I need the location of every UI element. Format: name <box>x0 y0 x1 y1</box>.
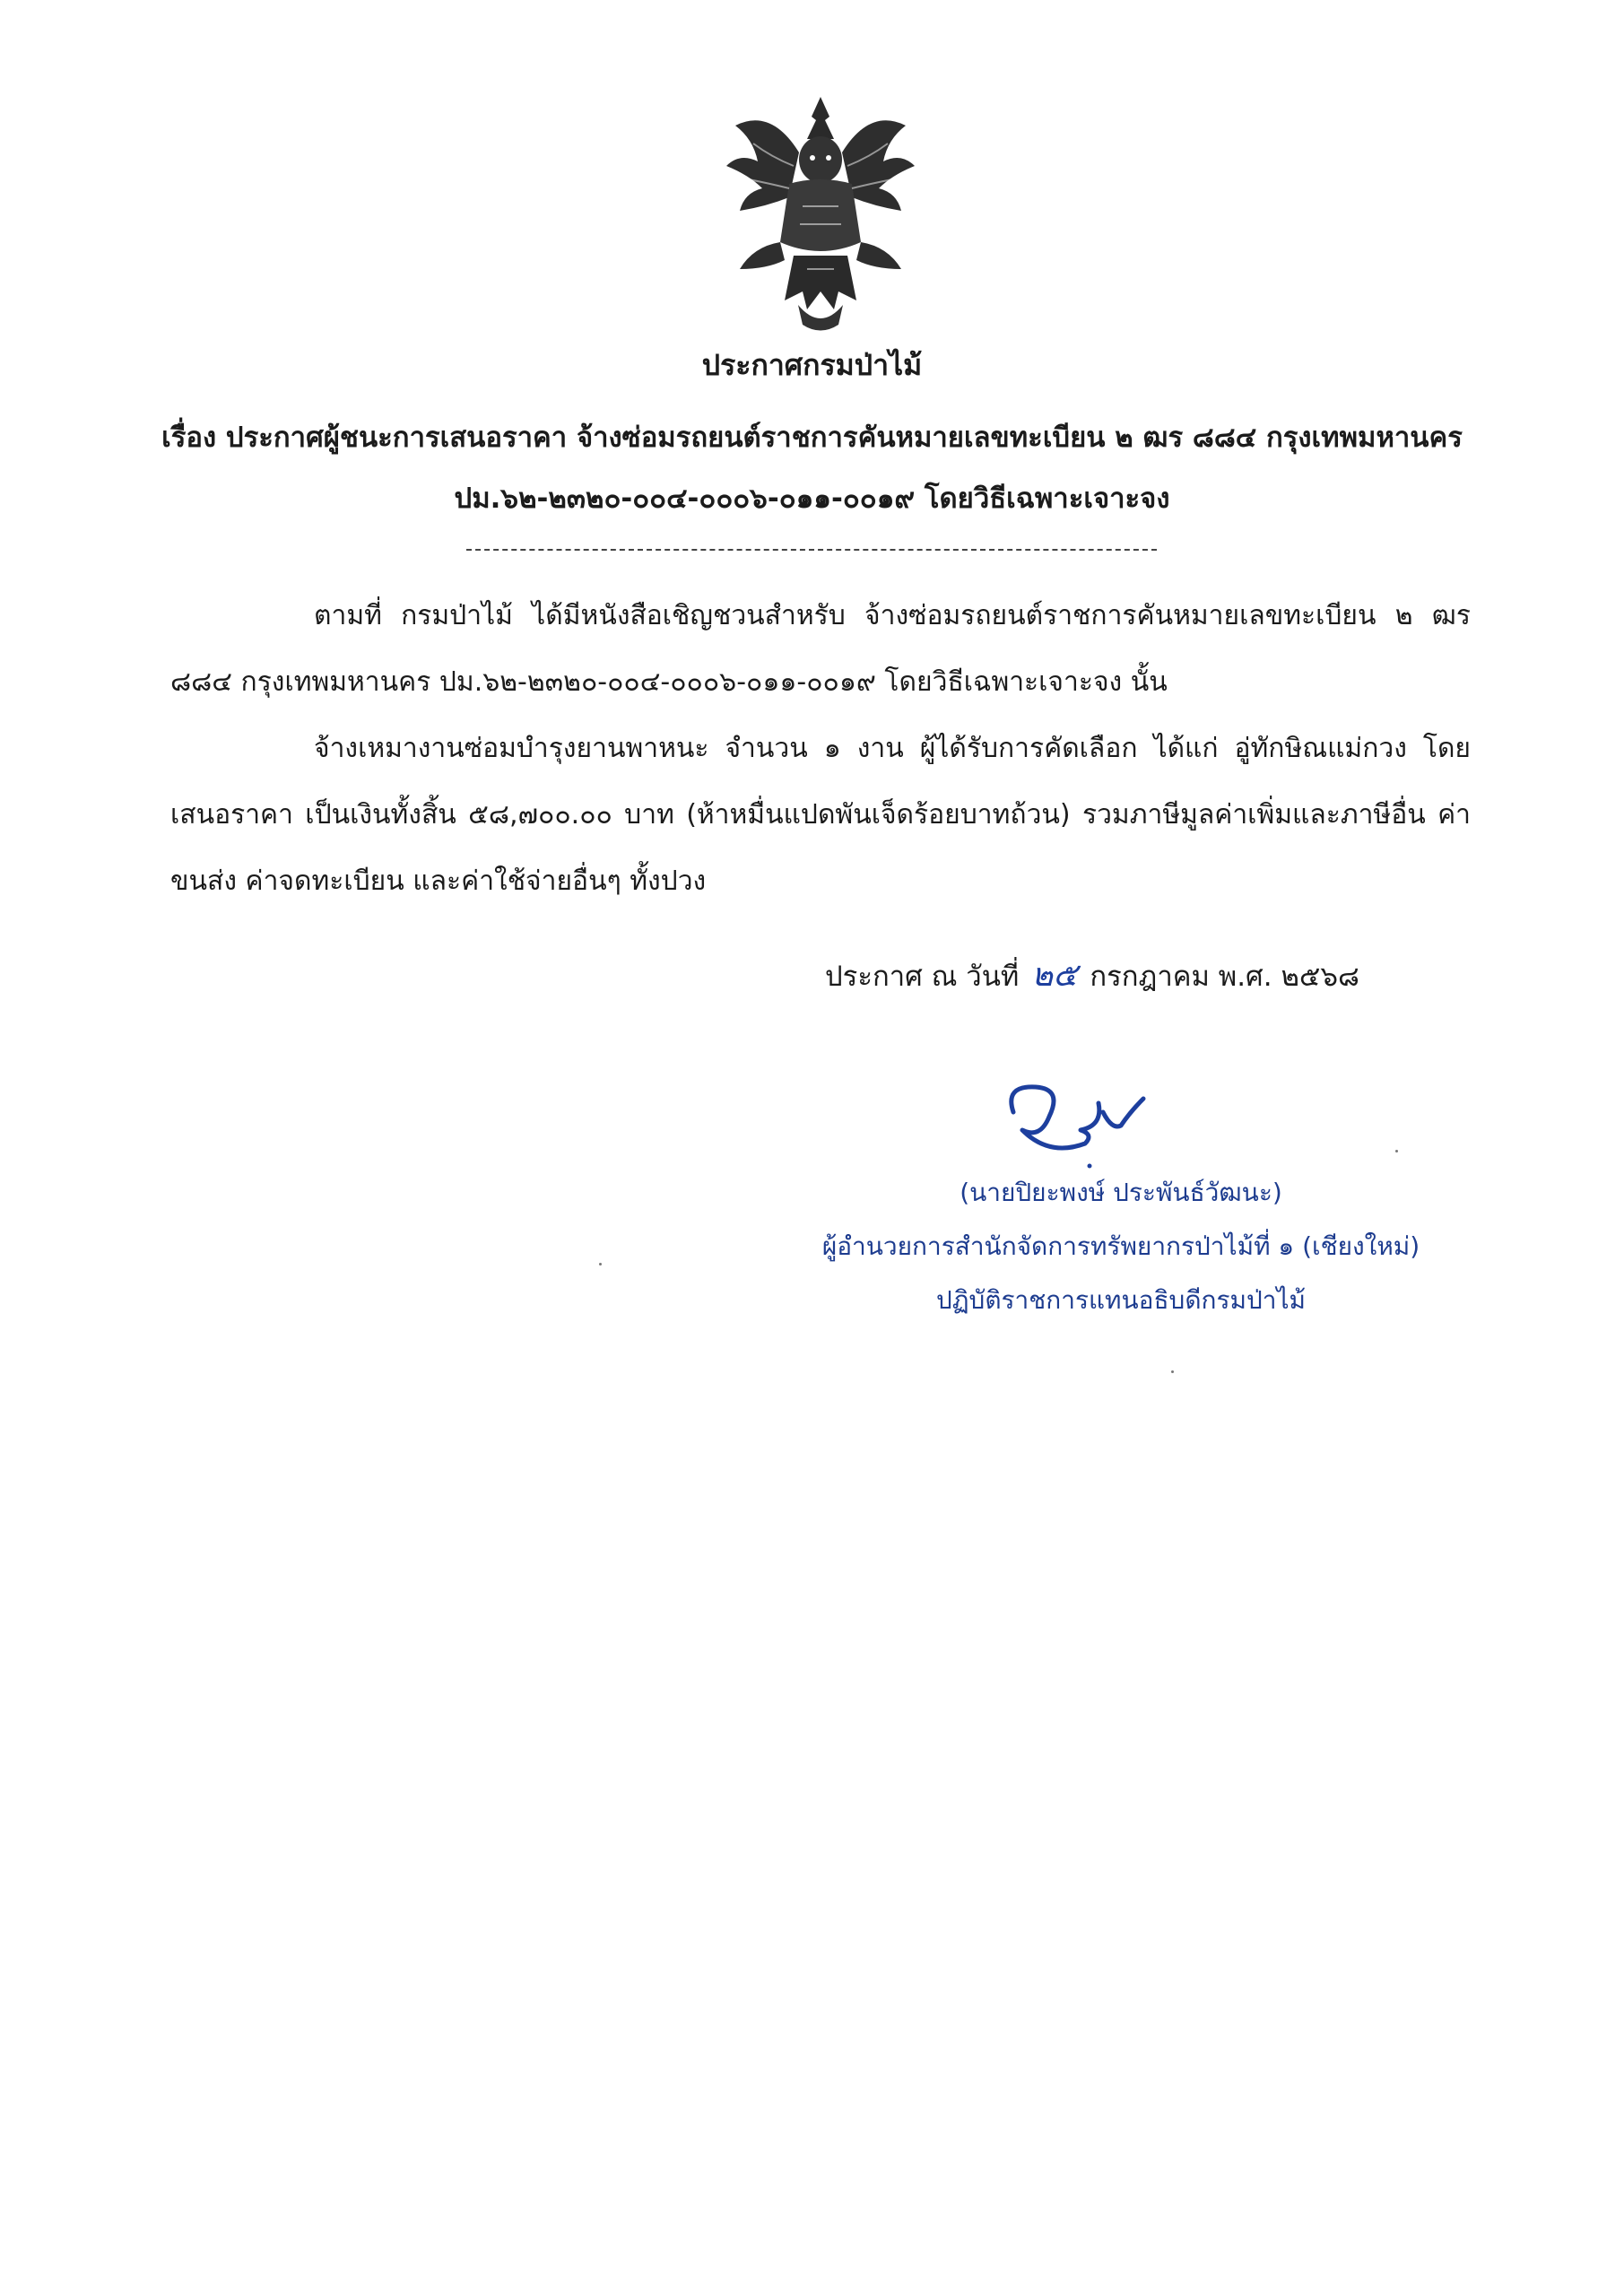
garuda-emblem-icon <box>717 90 924 336</box>
subject-line: เรื่อง ประกาศผู้ชนะการเสนอราคา จ้างซ่อมรถยนต์ราชการคันหมายเลขทะเบียน ๒ ฒร ๘๘๔ กรุงเทพมหานคร <box>161 422 1463 454</box>
announcement-date <box>825 949 1359 1000</box>
date-month-year: กรกฎาคม พ.ศ. ๒๕๖๘ <box>1090 961 1359 993</box>
subject-line-2: ปม.๖๒-๒๓๒๐-๐๐๔-๐๐๐๖-๐๑๑-๐๐๑๙ โดยวิธีเฉพาะเจาะจง <box>454 483 1170 515</box>
agency-title: ประกาศกรมป่าไม้ <box>701 348 923 382</box>
scan-speck <box>599 1263 602 1265</box>
signatory-name: (นายปิยะพงษ์ ประพันธ์วัฒนะ) <box>960 1178 1282 1207</box>
date-prefix: ประกาศ ณ วันที่ <box>825 961 1020 993</box>
body-paragraph-1: ตามที่ กรมป่าไม้ ได้มีหนังสือเชิญชวนสำหรับ จ้างซ่อมรถยนต์ราชการคันหมายเลขทะเบียน ๒ ฒร ๘๘๔ กรุงเทพมหานคร ปม.๖๒-๒๓๒๐-๐๐๔-๐๐๐๖-๐๑๑-๐๐๑๙ โดยวิธีเฉพาะเจาะจง นั้น <box>170 600 1471 698</box>
handwritten-signature-icon <box>986 1076 1166 1175</box>
dashed-divider <box>466 549 1157 551</box>
scan-speck <box>1395 1150 1398 1152</box>
signatory-position: ผู้อำนวยการสำนักจัดการทรัพยากรป่าไม้ที่ ๑ (เชียงใหม่) <box>821 1231 1420 1261</box>
scan-speck <box>1171 1370 1174 1373</box>
date-day-handwritten: ๒๕ <box>1031 957 1078 994</box>
signatory-acting: ปฏิบัติราชการแทนอธิบดีกรมป่าไม้ <box>935 1285 1306 1315</box>
body-paragraph-2: จ้างเหมางานซ่อมบำรุงยานพาหนะ จำนวน ๑ งาน ผู้ได้รับการคัดเลือก ได้แก่ อู่ทักษิณแม่กวง โดยเสนอราคา เป็นเงินทั้งสิ้น ๕๘,๗๐๐.๐๐ บาท (ห้าหมื่นแปดพันเจ็ดร้อยบาทถ้วน) รวมภาษีมูลค่าเพิ่มและภาษีอื่น ค่าขนส่ง ค่าจดทะเบียน และค่าใช้จ่ายอื่นๆ ทั้งปวง <box>170 733 1471 897</box>
